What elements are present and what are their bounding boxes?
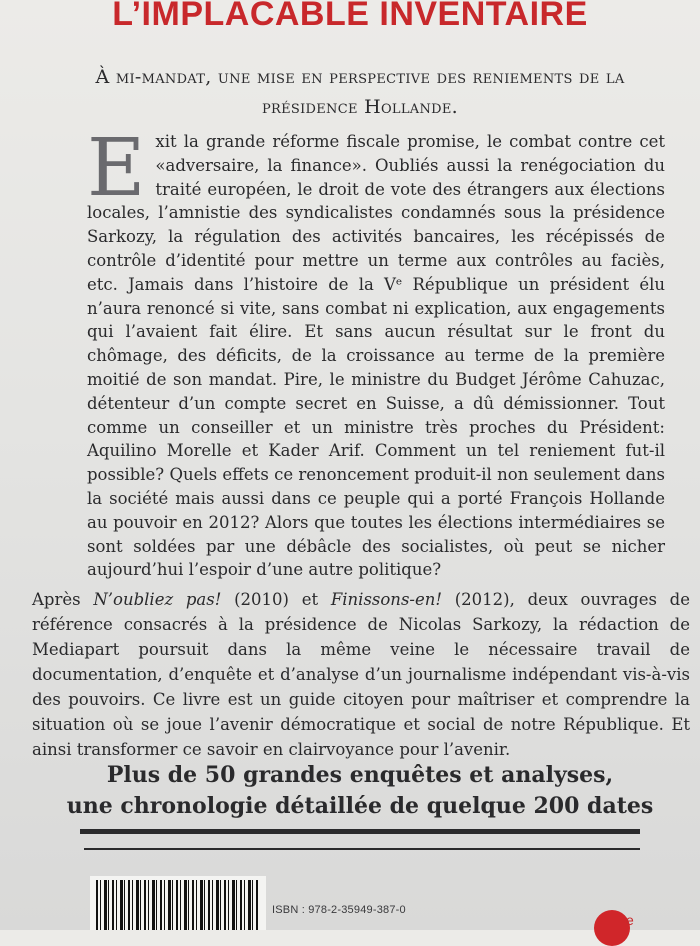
about-rest: (2012), deux ouvrages de référence consacrés à la présidence de Nicolas Sarkozy, la rédaction de Mediapart poursuit dans la même veine le nécessaire travail de documentation, d’enquête et d’analyse d’un journalisme indépendant vis-à-vis des pouvoirs. Ce livre est un guide citoyen pour maîtriser et comprendre la situation où se joue l’avenir démocratique et social de notre République. Et ainsi transformer ce savoir en clairvoyance pour l’avenir.	[32, 590, 691, 759]
publisher-logo-letter: e	[626, 912, 634, 928]
main-blurb	[87, 121, 665, 582]
divider-thin	[84, 848, 640, 850]
book-subtitle: À mi-mandat, une mise en perspective des reniements de la présidence Hollande.	[95, 66, 625, 118]
divider-thick	[80, 829, 640, 834]
book-reference-2: Finissons-en!	[330, 590, 443, 609]
about-mid: (2010) et	[221, 590, 331, 609]
barcode	[90, 876, 266, 930]
main-blurb-text: xit la grande réforme fiscale promise, le combat contre cet «adversaire, la finance». Oubliés aussi la renégociation du traité européen, le droit de vote des étrangers aux élections locales, l’amnistie des syndicalistes condamnés sous la présidence Sarkozy, la régulation des activités bancaires, les récépissés de contrôle d’identité pour mettre un terme aux contrôles au faciès, etc. Jamais dans l’histoire de la Vᵉ République un président élu n’aura renoncé si vite, sans combat ni explication, aux engagements qui l’avaient fait élire. Et sans aucun résultat sur le front du chômage, des déficits, de la croissance au terme de la première moitié de son mandat. Pire, le ministre du Budget Jérôme Cahuzac, détenteur d’un compte secret en Suisse, a dû démissionner. Tout comme un conseiller et un ministre très proches du Président: Aquilino Morelle et Kader Arif. Comment un tel reniement fut-il possible? Quels effets ce renoncement produit-il non seulement dans la société mais aussi dans ce peuple qui a porté François Hollande au pouvoir en 2012? Alors que toutes les élections intermédiaires se sont soldées par une débâcle des socialistes, où peut se nicher aujourd’hui l’espoir d’une autre politique?	[87, 132, 665, 580]
book-reference-1: N’oubliez pas!	[93, 590, 222, 609]
highlight-line-2: une chronologie détaillée de quelque 200 dates	[66, 793, 654, 819]
publisher-logo-icon	[594, 910, 630, 946]
barcode-bars	[96, 880, 260, 930]
book-title: L’IMPLACABLE INVENTAIRE	[112, 0, 588, 33]
highlight-line-1: Plus de 50 grandes enquêtes et analyses,	[106, 762, 614, 788]
about-paragraph	[32, 587, 690, 762]
highlight-block	[40, 760, 680, 822]
isbn-number: ISBN : 978-2-35949-387-0	[272, 904, 406, 916]
drop-cap-letter: E	[87, 121, 146, 214]
about-intro: Après	[32, 590, 94, 609]
